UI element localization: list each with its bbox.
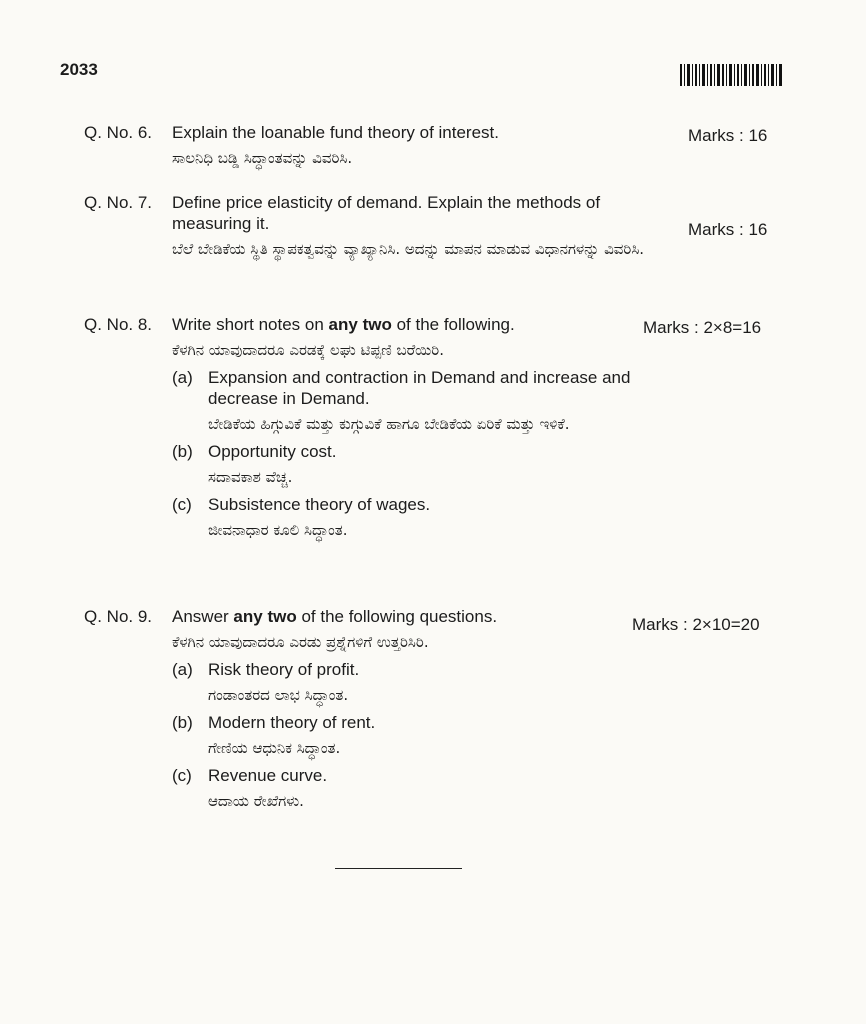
sub-text-kannada: ಜೀವನಾಧಾರ ಕೂಲಿ ಸಿದ್ಧಾಂತ. xyxy=(208,521,348,539)
sub-label: (c) xyxy=(172,495,192,514)
question-text-kannada: ಕೆಳಗಿನ ಯಾವುದಾದರೂ ಎರಡಕ್ಕೆ ಲಘು ಟಿಪ್ಪಣಿ ಬರೆಯಿರಿ. xyxy=(172,341,444,359)
sub-text-kannada: ಗೇಣಿಯ ಆಧುನಿಕ ಸಿದ್ಧಾಂತ. xyxy=(208,739,341,757)
sub-text: Expansion and contraction in Demand and increase and decrease in Demand. xyxy=(208,368,631,408)
question-text-kannada: ಸಾಲನಿಧಿ ಬಡ್ಡಿ ಸಿದ್ಧಾಂತವನ್ನು ವಿವರಿಸಿ. xyxy=(172,149,353,167)
question-number: Q. No. 6. xyxy=(84,123,153,142)
question-text-kannada: ಕೆಳಗಿನ ಯಾವುದಾದರೂ ಎರಡು ಪ್ರಶ್ನೆಗಳಿಗೆ ಉತ್ತರಿಸಿರಿ. xyxy=(172,633,429,651)
sub-text: Risk theory of profit. xyxy=(208,660,360,679)
sub-question-a xyxy=(172,367,677,435)
sub-label: (b) xyxy=(172,442,193,461)
question-number: Q. No. 8. xyxy=(84,315,153,334)
question-text: Define price elasticity of demand. Explain the methods of measuring it. xyxy=(172,193,601,233)
question-number: Q. No. 9. xyxy=(84,607,153,626)
sub-text: Subsistence theory of wages. xyxy=(208,495,431,514)
sub-question-b xyxy=(172,441,677,488)
sub-question-c xyxy=(172,765,677,812)
sub-question-c xyxy=(172,494,677,541)
sub-text-kannada: ಗಂಡಾಂತರದ ಲಾಭ ಸಿದ್ಧಾಂತ. xyxy=(208,686,349,704)
sub-question-b xyxy=(172,712,677,759)
question-text: Answer any two of the following questions. xyxy=(172,607,498,626)
end-rule xyxy=(335,868,462,869)
question-6-marks: Marks : 16 xyxy=(688,126,768,145)
question-text: Write short notes on any two of the following. xyxy=(172,315,515,334)
question-9-marks: Marks : 2×10=20 xyxy=(632,615,760,634)
sub-text-kannada: ಆದಾಯ ರೇಖೆಗಳು. xyxy=(208,792,304,810)
sub-text: Revenue curve. xyxy=(208,766,328,785)
question-text: Explain the loanable fund theory of interest. xyxy=(172,123,499,142)
sub-text: Opportunity cost. xyxy=(208,442,337,461)
question-8-marks: Marks : 2×8=16 xyxy=(643,318,762,337)
sub-label: (a) xyxy=(172,368,193,387)
paper-code: 2033 xyxy=(60,60,98,79)
sub-label: (c) xyxy=(172,766,192,785)
sub-text-kannada: ಬೇಡಿಕೆಯ ಹಿಗ್ಗುವಿಕೆ ಮತ್ತು ಕುಗ್ಗುವಿಕೆ ಹಾಗೂ ಬೇಡಿಕೆಯ ಏರಿಕೆ ಮತ್ತು ಇಳಿಕೆ. xyxy=(208,415,570,433)
sub-label: (b) xyxy=(172,713,193,732)
sub-text: Modern theory of rent. xyxy=(208,713,376,732)
sub-text-kannada: ಸದಾವಕಾಶ ವೆಚ್ಚ. xyxy=(208,468,293,486)
sub-question-a xyxy=(172,659,677,706)
sub-label: (a) xyxy=(172,660,193,679)
question-text-kannada: ಬೆಲೆ ಬೇಡಿಕೆಯ ಸ್ಥಿತಿ ಸ್ಥಾಪಕತ್ವವನ್ನು ವ್ಯಾಖ್ಯಾನಿಸಿ. ಅದನ್ನು ಮಾಪನ ಮಾಡುವ ವಿಧಾನಗಳನ್ನು ವಿವರಿಸಿ. xyxy=(172,240,645,258)
barcode xyxy=(680,64,782,86)
question-7-marks: Marks : 16 xyxy=(688,220,768,239)
question-number: Q. No. 7. xyxy=(84,193,153,212)
